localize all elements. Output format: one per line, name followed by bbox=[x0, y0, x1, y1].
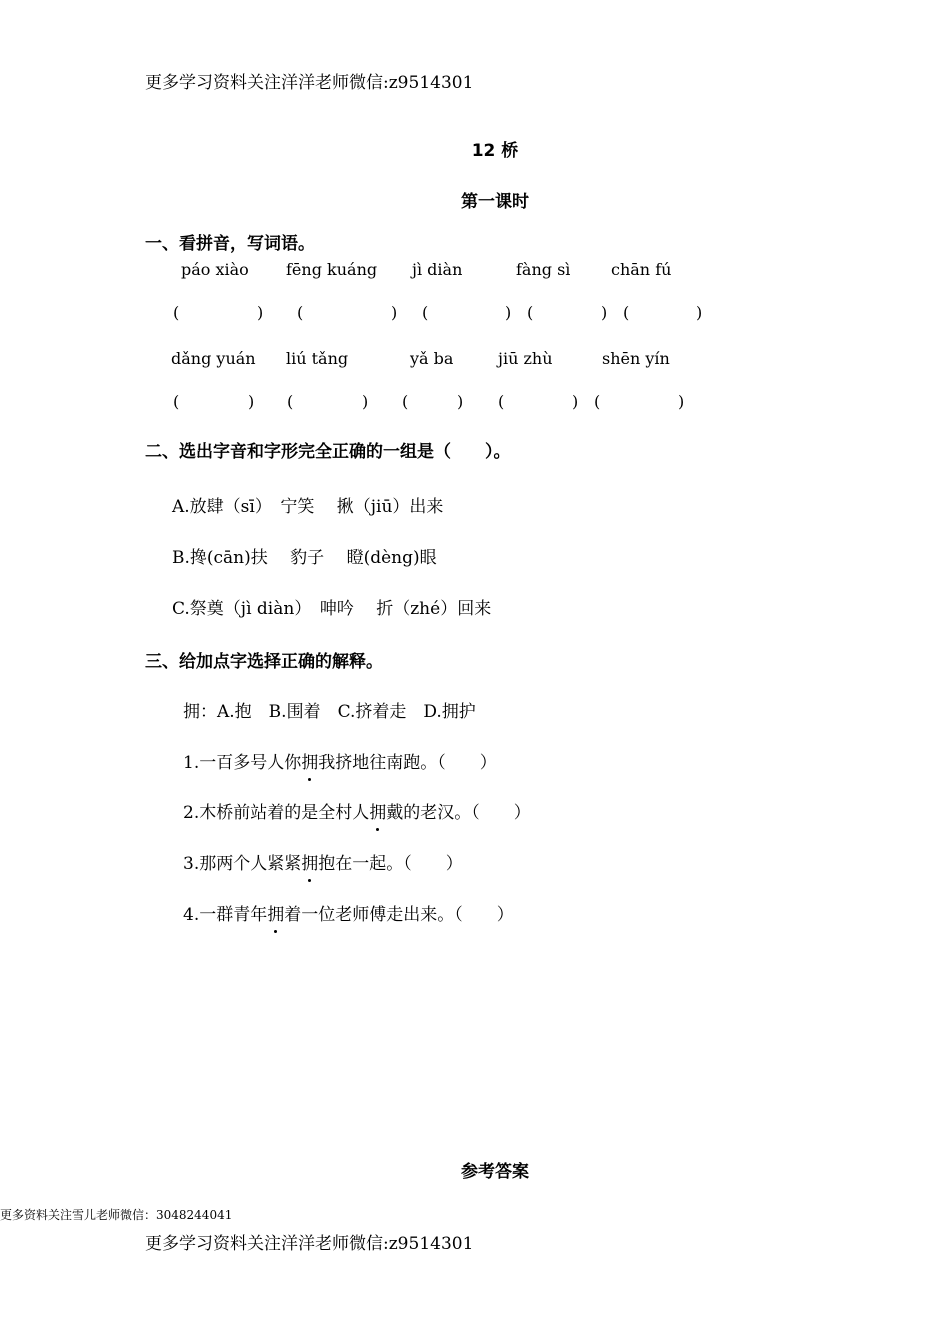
pinyin-item: páo xiào bbox=[181, 260, 249, 279]
question-text: 戴的老汉。（ ） bbox=[386, 803, 531, 823]
blank-close-paren: ) bbox=[362, 392, 369, 411]
question-text: 3.那两个人紧紧 bbox=[183, 854, 302, 874]
question-text: 着一位老师傅走出来。（ ） bbox=[284, 905, 514, 925]
pinyin-item: dǎng yuán bbox=[171, 349, 256, 368]
definition-choices: 拥：A.抱 B.围着 C.挤着走 D.拥护 bbox=[183, 702, 476, 722]
pinyin-item: shēn yín bbox=[602, 349, 670, 368]
blank-close-paren: ) bbox=[457, 392, 464, 411]
blank-close-paren: ) bbox=[601, 303, 608, 322]
pinyin-item: fēng kuáng bbox=[286, 260, 378, 279]
lesson-title: 12 桥 bbox=[471, 141, 519, 161]
blank-open-paren: ( bbox=[173, 303, 180, 322]
blank-close-paren: ) bbox=[257, 303, 264, 322]
footer-note: 更多学习资料关注洋洋老师微信:z9514301 bbox=[145, 1234, 474, 1254]
blank-open-paren: ( bbox=[422, 303, 429, 322]
pinyin-item: yǎ ba bbox=[410, 349, 454, 368]
blank-open-paren: ( bbox=[402, 392, 409, 411]
blank-close-paren: ) bbox=[572, 392, 579, 411]
pinyin-item: chān fú bbox=[611, 260, 672, 279]
dotted-char: 拥 bbox=[369, 798, 386, 823]
blank-open-paren: ( bbox=[623, 303, 630, 322]
blank-open-paren: ( bbox=[527, 303, 534, 322]
question-1 bbox=[183, 748, 497, 773]
blank-close-paren: ) bbox=[696, 303, 703, 322]
option-a: A.放肆（sī） 宁笑 揪（jiū）出来 bbox=[172, 497, 444, 517]
section1-title: 一、看拼音，写词语。 bbox=[145, 234, 315, 254]
blank-close-paren: ) bbox=[505, 303, 512, 322]
question-text: 1.一百多号人你 bbox=[183, 753, 302, 773]
question-text: 抱在一起。（ ） bbox=[318, 854, 463, 874]
pinyin-item: liú tǎng bbox=[286, 349, 349, 368]
blank-open-paren: ( bbox=[594, 392, 601, 411]
question-3 bbox=[183, 849, 463, 874]
blank-open-paren: ( bbox=[173, 392, 180, 411]
question-text: 4.一群青年 bbox=[183, 905, 268, 925]
question-2 bbox=[183, 798, 531, 823]
dotted-char: 拥 bbox=[267, 900, 284, 925]
question-4 bbox=[183, 900, 514, 925]
blank-close-paren: ) bbox=[391, 303, 398, 322]
option-b: B.搀(cān)扶 豹子 瞪(dèng)眼 bbox=[172, 548, 437, 568]
section3-title: 三、给加点字选择正确的解释。 bbox=[145, 652, 383, 672]
question-text: 我挤地往南跑。（ ） bbox=[318, 753, 497, 773]
pinyin-item: fàng sì bbox=[516, 260, 571, 279]
blank-open-paren: ( bbox=[287, 392, 294, 411]
blank-close-paren: ) bbox=[678, 392, 685, 411]
pinyin-item: jì diàn bbox=[412, 260, 463, 279]
lesson-subtitle: 第一课时 bbox=[461, 192, 529, 212]
blank-open-paren: ( bbox=[498, 392, 505, 411]
question-text: 2.木桥前站着的是全村人 bbox=[183, 803, 370, 823]
footer-small-note: 更多资料关注雪儿老师微信：3048244041 bbox=[0, 1208, 233, 1222]
answer-title: 参考答案 bbox=[461, 1162, 529, 1182]
blank-close-paren: ) bbox=[248, 392, 255, 411]
header-note: 更多学习资料关注洋洋老师微信:z9514301 bbox=[145, 73, 474, 93]
dotted-char: 拥 bbox=[301, 748, 318, 773]
blank-open-paren: ( bbox=[297, 303, 304, 322]
dotted-char: 拥 bbox=[301, 849, 318, 874]
pinyin-item: jiū zhù bbox=[498, 349, 553, 368]
option-c: C.祭奠（jì diàn） 呻吟 折（zhé）回来 bbox=[172, 599, 492, 619]
section2-title: 二、选出字音和字形完全正确的一组是（ ）。 bbox=[145, 442, 511, 462]
